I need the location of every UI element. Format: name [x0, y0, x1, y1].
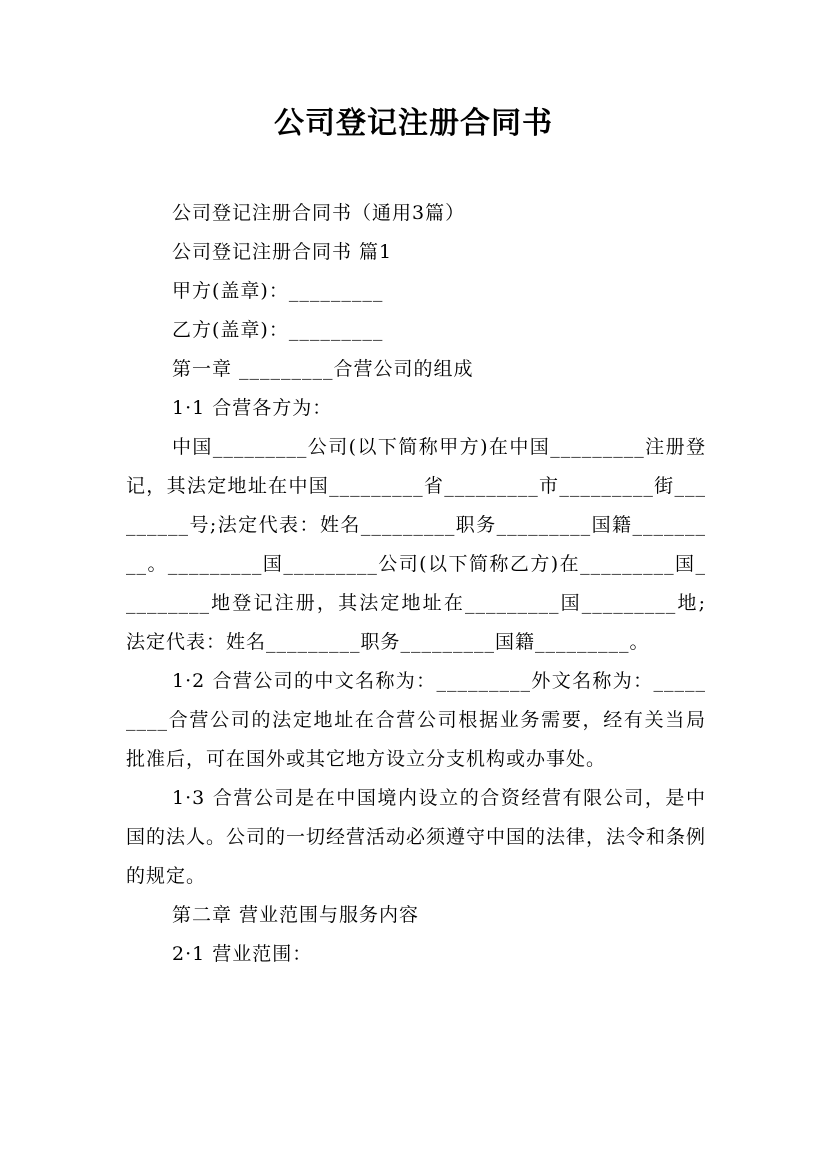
party-a-seal-line: 甲方(盖章)：_________ — [172, 280, 384, 302]
document-body — [126, 194, 706, 974]
chapter-1-heading: 第一章 _________合营公司的组成 — [172, 358, 474, 380]
section-2-1-heading: 2·1 营业范围： — [172, 943, 313, 965]
part-heading: 公司登记注册合同书 篇1 — [172, 241, 393, 263]
section-1-1-heading: 1·1 合营各方为： — [172, 397, 333, 419]
party-b-seal-line: 乙方(盖章)：_________ — [172, 319, 384, 341]
section-1-2-paragraph: 1·2 合营公司的中文名称为：_________外文名称为：_________合营公司的法定地址在合营公司根据业务需要，经有关当局批准后，可在国外或其它地方设立分支机构或办事处。 — [126, 670, 706, 770]
document-subtitle: 公司登记注册合同书（通用3篇） — [172, 202, 466, 224]
section-1-3-paragraph: 1·3 合营公司是在中国境内设立的合资经营有限公司，是中国的法人。公司的一切经营活动必须遵守中国的法律，法令和条例的规定。 — [126, 787, 707, 887]
parties-paragraph: 中国_________公司(以下简称甲方)在中国_________注册登记，其法定地址在中国_________省_________市_________街_________号;法定代表：姓名_________职务_________国籍_________。_________国_________公司(以下简称乙方)在_________国_________地登记注册，其法定地址在_________国_________地;法定代表：姓名_________职务_________国籍_________。 — [126, 436, 706, 653]
chapter-2-heading: 第二章 营业范围与服务内容 — [172, 904, 420, 926]
document-title: 公司登记注册合同书 — [274, 106, 553, 141]
